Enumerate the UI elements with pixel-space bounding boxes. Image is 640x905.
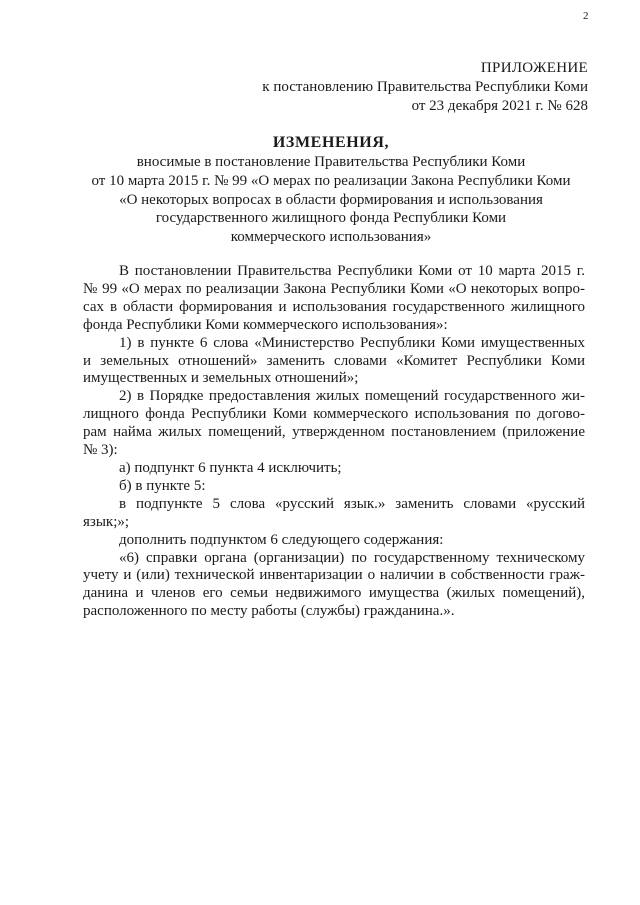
text-line: № 3): <box>83 442 118 459</box>
item-2-paragraph <box>83 388 585 406</box>
text-line: 2) в Порядке предоставления жилых помещений государственного жи- <box>119 388 585 405</box>
text-line: а) подпункт 6 пункта 4 исключить; <box>119 459 342 476</box>
text-line: расположенного по месту работы (службы) гражданина.». <box>83 603 455 620</box>
text-line: фонда Республики Коми коммерческого использования»: <box>83 316 448 333</box>
text-line: данина и членов его семьи недвижимого имущества (жилых помещений), <box>83 585 585 602</box>
changes-heading <box>0 133 640 247</box>
add-subitem-paragraph <box>83 532 585 550</box>
text-line: б) в пункте 5: <box>119 477 206 494</box>
text-line: имущественных и земельных отношений»; <box>83 370 359 387</box>
text-line: учету и (или) технической инвентаризации о наличии в собственности граж- <box>83 567 585 584</box>
heading-line: государственного жилищного фонда Республики Коми <box>155 210 507 227</box>
appendix-resolution-line: к постановлению Правительства Республики Коми <box>262 79 588 95</box>
appendix-label: ПРИЛОЖЕНИЕ <box>480 60 588 76</box>
appendix-date-line: от 23 декабря 2021 г. № 628 <box>411 98 588 114</box>
text-line: № 99 «О мерах по реализации Закона Республики Коми «О некоторых вопро- <box>83 280 585 297</box>
item-b-paragraph <box>83 478 585 496</box>
heading-line: вносимые в постановление Правительства Республики Коми <box>136 154 526 170</box>
text-line: и земельных отношений» заменить словами «Комитет Республики Коми <box>83 352 585 369</box>
text-line: 1) в пункте 6 слова «Министерство Республики Коми имущественных <box>119 334 585 351</box>
page-number: 2 <box>583 10 589 22</box>
intro-paragraph <box>83 263 585 281</box>
quote-paragraph <box>83 550 585 568</box>
text-line: «6) справки органа (организации) по государственному техническому <box>119 549 585 566</box>
heading-line: от 10 марта 2015 г. № 99 «О мерах по реализации Закона Республики Коми <box>91 172 571 189</box>
heading-line: «О некоторых вопросах в области формирования и использования <box>119 191 543 208</box>
item-a-paragraph <box>83 460 585 478</box>
text-line: В постановлении Правительства Республики Коми от 10 марта 2015 г. <box>119 263 585 279</box>
text-line: лищного фонда Республики Коми коммерческого использования по догово- <box>83 406 585 423</box>
text-line: дополнить подпунктом 6 следующего содержания: <box>119 531 444 548</box>
text-line: в подпункте 5 слова «русский язык.» заменить словами «русский <box>119 495 585 512</box>
item-1-paragraph <box>83 335 585 353</box>
changes-title: ИЗМЕНЕНИЯ, <box>272 134 390 151</box>
document-body <box>83 263 585 621</box>
text-line: сах в области формирования и использования государственного жилищного <box>83 298 585 315</box>
appendix-header <box>262 59 588 116</box>
subitem-5-paragraph <box>83 496 585 514</box>
text-line: рам найма жилых помещений, утвержденном постановлением (приложение <box>83 424 585 441</box>
text-line: язык;»; <box>83 513 130 530</box>
heading-line: коммерческого использования» <box>230 229 432 246</box>
